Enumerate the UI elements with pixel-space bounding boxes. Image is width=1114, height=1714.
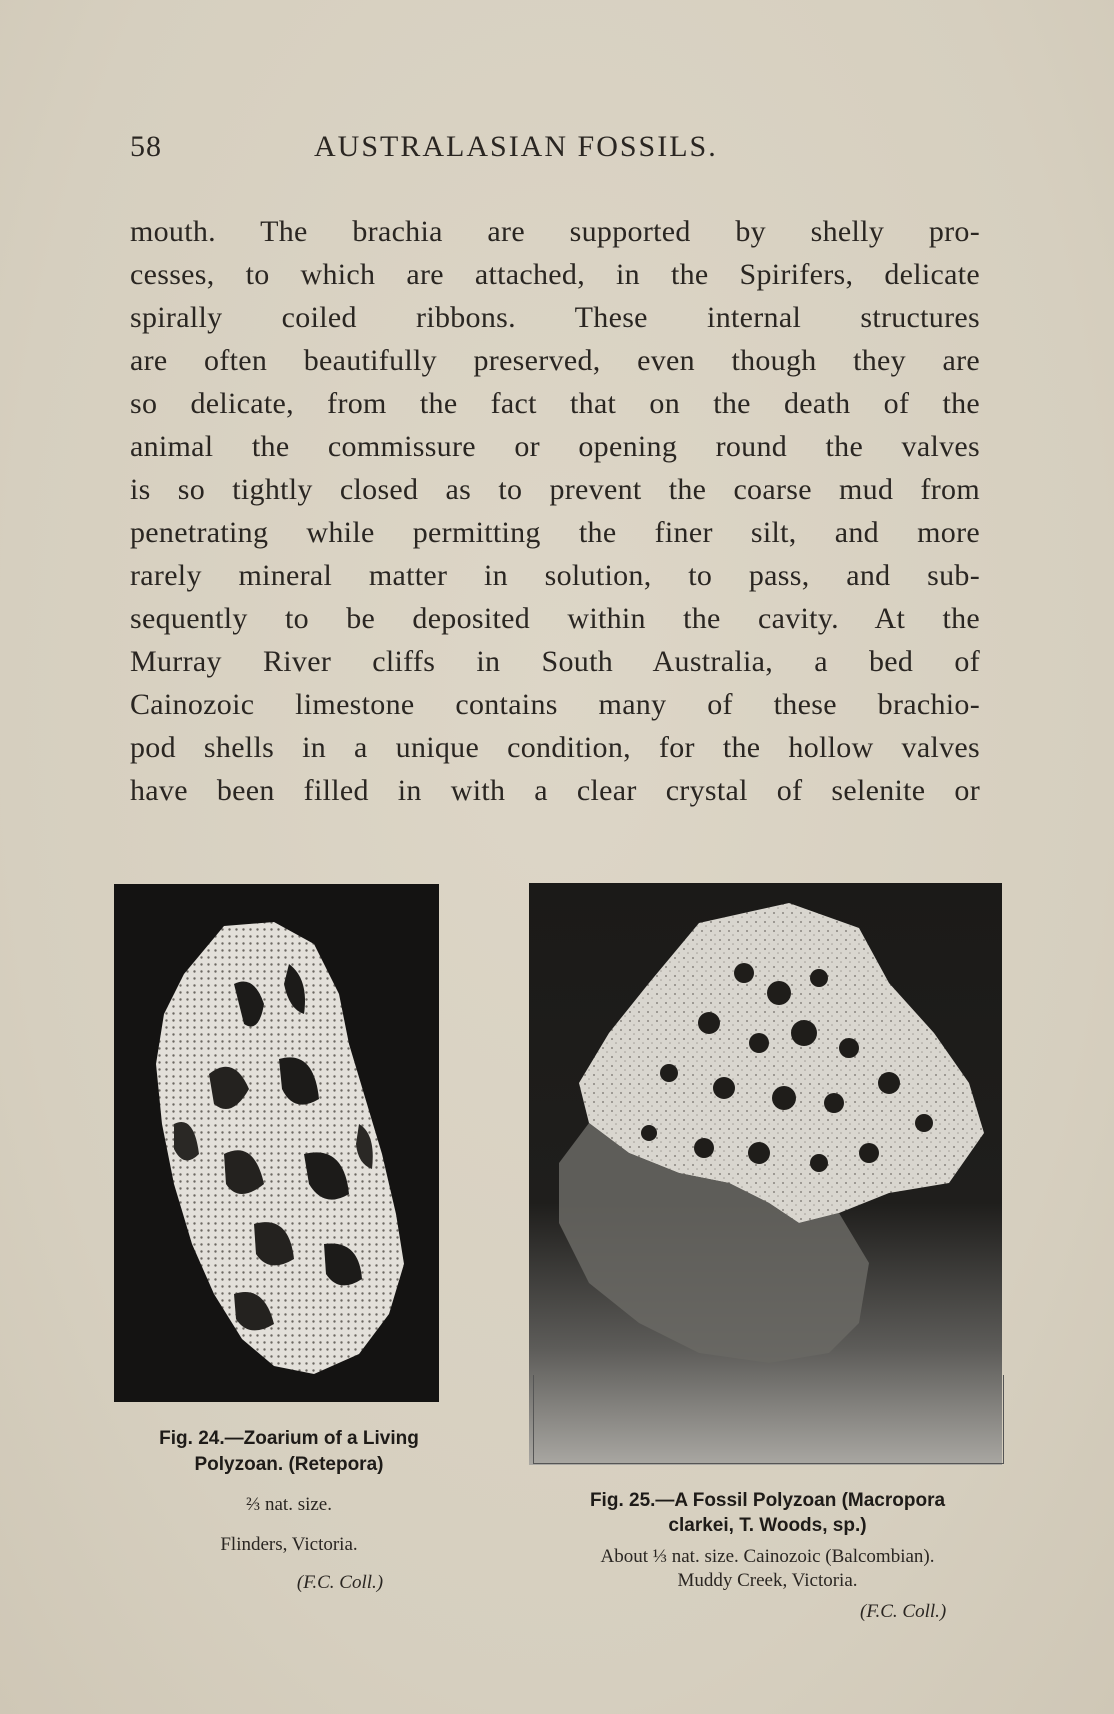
- text-line: sequently to be deposited within the cavity. At the: [130, 602, 980, 635]
- body-paragraph: [130, 210, 980, 812]
- fig-24-photo: [114, 884, 439, 1402]
- fig-24-collection: (F.C. Coll.): [296, 1572, 384, 1593]
- text-line: have been filled in with a clear crystal of selenite or: [130, 774, 980, 807]
- text-line: mouth. The brachia are supported by shelly pro-: [130, 215, 980, 248]
- text-line: animal the commissure or opening round the valves: [130, 430, 980, 463]
- text-line: spirally coiled ribbons. These internal structures: [130, 301, 980, 334]
- text-line: pod shells in a unique condition, for the hollow valves: [130, 731, 980, 764]
- fig-25-caption-line2: clarkei, T. Woods, sp.): [668, 1515, 867, 1536]
- text-line: rarely mineral matter in solution, to pass, and sub-: [130, 559, 980, 592]
- fig-24-caption-line1: Fig. 24.—Zoarium of a Living: [159, 1428, 419, 1449]
- fig-24-caption-line2: Polyzoan. (Retepora): [194, 1454, 384, 1475]
- text-line: so delicate, from the fact that on the death of the: [130, 387, 980, 420]
- text-line: Cainozoic limestone contains many of these brachio-: [130, 688, 980, 721]
- text-line: cesses, to which are attached, in the Spirifers, delicate: [130, 258, 980, 291]
- fig-25-collection: (F.C. Coll.): [860, 1601, 947, 1622]
- page-number: 58: [130, 130, 162, 163]
- text-line: penetrating while permitting the finer silt, and more: [130, 516, 980, 549]
- text-line: are often beautifully preserved, even though they are: [130, 344, 980, 377]
- fig-25-locality: Muddy Creek, Victoria.: [677, 1570, 858, 1591]
- fig-24-locality: Flinders, Victoria.: [220, 1534, 358, 1555]
- text-line: is so tightly closed as to prevent the coarse mud from: [130, 473, 980, 506]
- fig-25-size-and-age: About ⅓ nat. size. Cainozoic (Balcombian).: [600, 1546, 935, 1567]
- fig-25-caption-line1: Fig. 25.—A Fossil Polyzoan (Macropora: [589, 1490, 946, 1511]
- text-line: Murray River cliffs in South Australia, a bed of: [130, 645, 980, 678]
- running-title: AUSTRALASIAN FOSSILS.: [314, 130, 718, 163]
- page-header: [130, 130, 980, 170]
- fig-24-size: ⅔ nat. size.: [245, 1494, 332, 1515]
- fig-25-frame: [533, 1375, 1004, 1464]
